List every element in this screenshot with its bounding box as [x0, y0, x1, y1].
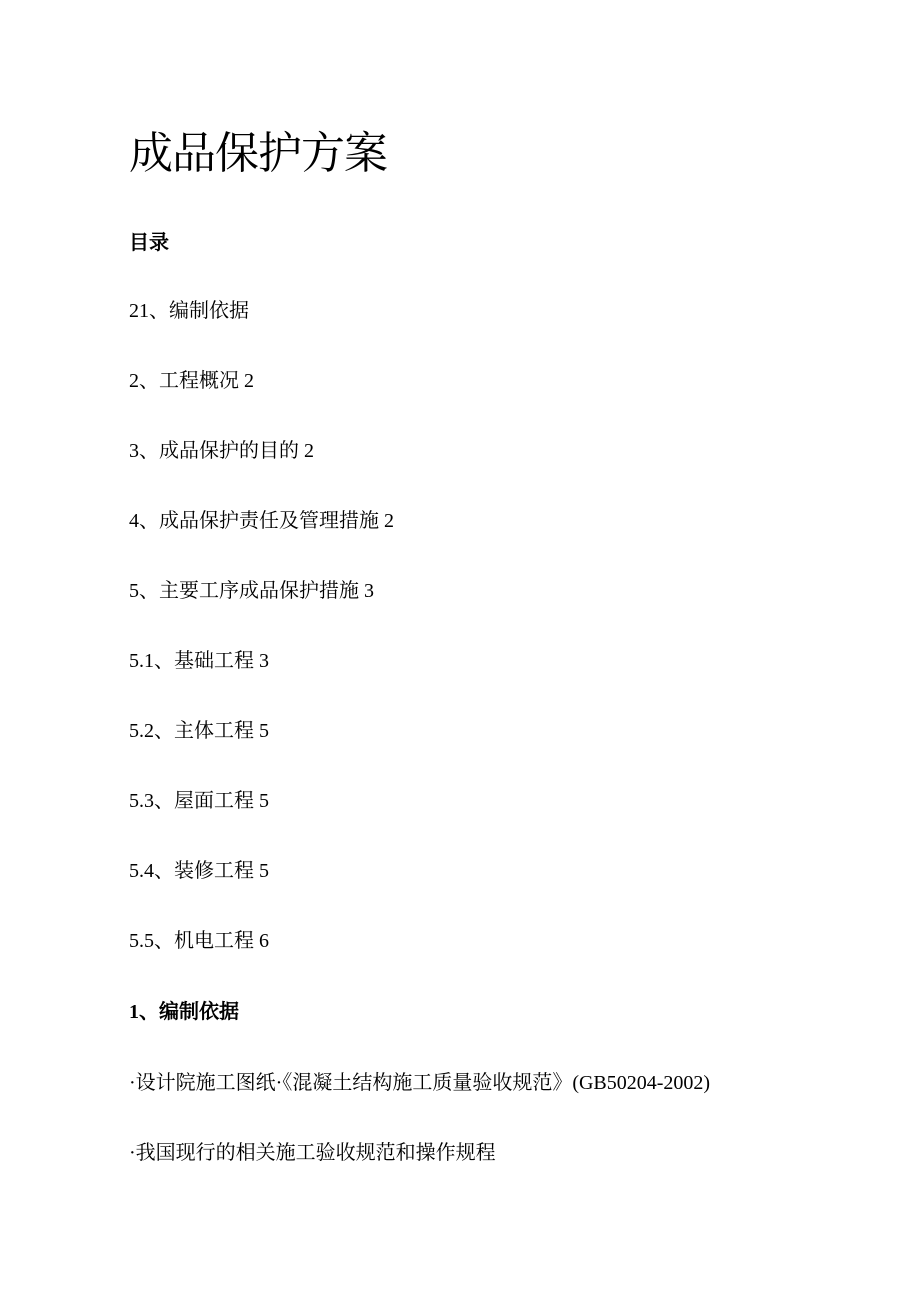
toc-item: 5.3、屋面工程 5: [129, 790, 269, 812]
toc-item: 2、工程概况 2: [129, 370, 254, 392]
toc-item: 5、主要工序成品保护措施 3: [129, 580, 374, 602]
basis-line: ·我国现行的相关施工验收规范和操作规程: [129, 1142, 496, 1164]
basis-line: ·设计院施工图纸·《混凝土结构施工质量验收规范》(GB50204-2002): [129, 1072, 711, 1094]
toc-heading: 目录: [129, 230, 169, 254]
table-of-contents: [129, 296, 394, 996]
toc-item: 5.4、装修工程 5: [129, 860, 269, 882]
toc-item: 4、成品保护责任及管理措施 2: [129, 510, 394, 532]
document-title: 成品保护方案: [129, 128, 387, 179]
toc-item: 21、编制依据: [129, 300, 249, 322]
toc-item: 5.1、基础工程 3: [129, 650, 269, 672]
toc-item: 5.2、主体工程 5: [129, 720, 269, 742]
toc-item: 5.5、机电工程 6: [129, 930, 269, 952]
section-heading: 1、编制依据: [129, 1001, 239, 1023]
toc-item: 3、成品保护的目的 2: [129, 440, 314, 462]
